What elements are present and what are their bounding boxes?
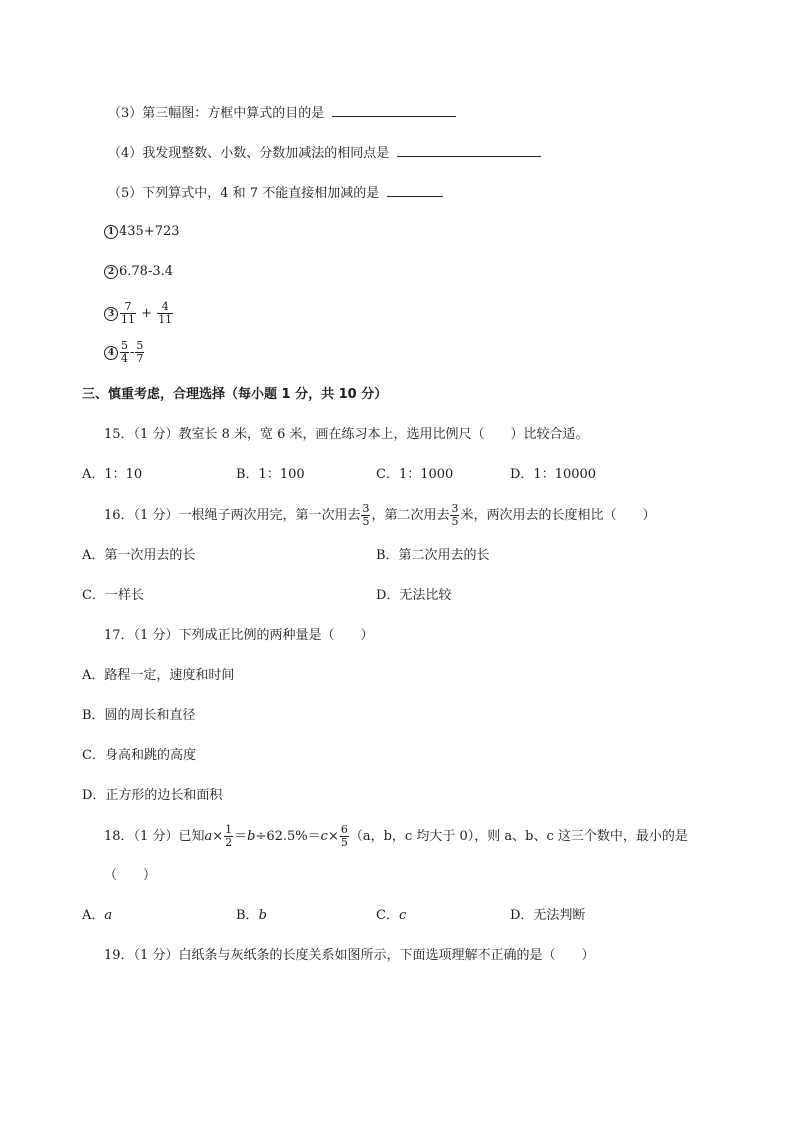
q16-option-a[interactable]: A．第一次用去的长 [82, 548, 196, 563]
fraction [120, 340, 129, 365]
stem-part: ÷62.5%＝ [255, 829, 321, 844]
fraction [157, 301, 173, 326]
operator: × [327, 829, 339, 844]
q16-option-c[interactable]: C．一样长 [82, 588, 144, 603]
operator: + [141, 306, 153, 321]
operator: × [212, 829, 224, 844]
fraction-numerator: 6 [340, 823, 348, 836]
answer-blank[interactable] [387, 182, 443, 197]
fraction-denominator: 5 [340, 836, 348, 849]
fraction-numerator: 7 [120, 301, 136, 314]
variable-b: b [247, 829, 256, 844]
fraction [340, 824, 349, 849]
fraction-numerator: 3 [362, 502, 370, 515]
q18-option-b[interactable] [236, 906, 267, 926]
question-17-stem: 17．（1 分）下列成正比例的两种量是（ ） [104, 628, 374, 643]
fraction-numerator: 4 [157, 301, 173, 314]
circled-number: 4 [104, 346, 118, 360]
q17-option-b[interactable]: B．圆的周长和直径 [82, 708, 196, 723]
stem-part: ，第二次用去 [371, 508, 450, 523]
fraction-denominator: 11 [158, 313, 173, 326]
question-15-stem: 15．（1 分）教室长 8 米，宽 6 米，画在练习本上，选用比例尺（ ）比较合适。 [104, 427, 589, 442]
variable-c: c [320, 829, 328, 844]
operator: - [130, 345, 135, 360]
fraction [120, 301, 136, 326]
q15-option-d[interactable]: D．1：10000 [510, 467, 597, 482]
sub-question-5-text: （5）下列算式中，4 和 7 不能直接相加减的是 [108, 186, 380, 201]
choice-item-4[interactable] [104, 339, 145, 367]
question-18-stem [104, 822, 688, 852]
option-variable: b [258, 908, 267, 923]
variable-a: a [204, 829, 213, 844]
fraction-numerator: 1 [225, 823, 233, 836]
circled-number: 3 [104, 307, 118, 321]
option-letter: C． [376, 908, 399, 923]
fraction-denominator: 7 [136, 352, 144, 365]
q18-option-a[interactable] [82, 906, 112, 926]
operator: ＝ [234, 829, 248, 844]
fraction-denominator: 5 [451, 515, 459, 528]
circled-number: 1 [104, 225, 118, 239]
sub-question-3-text: （3）第三幅图：方框中算式的目的是 [108, 106, 325, 121]
choice-item-3[interactable] [104, 300, 174, 328]
fraction-numerator: 5 [136, 339, 144, 352]
choice-item-2[interactable] [104, 262, 173, 282]
fraction-numerator: 5 [121, 339, 128, 352]
q17-option-a[interactable]: A．路程一定，速度和时间 [82, 668, 235, 683]
fraction [135, 340, 144, 365]
q16-option-b[interactable]: B．第二次用去的长 [376, 548, 490, 563]
q15-option-c[interactable]: C．1：1000 [376, 467, 454, 482]
sub-question-4 [108, 142, 541, 164]
section-heading: 三、慎重考虑，合理选择（每小题 1 分，共 10 分） [82, 387, 388, 402]
q18-option-d[interactable]: D．无法判断 [510, 908, 586, 923]
fraction [224, 824, 233, 849]
q15-option-b[interactable]: B．1：100 [236, 467, 305, 482]
fraction-denominator: 5 [362, 515, 370, 528]
answer-blank[interactable] [397, 142, 541, 157]
choice-item-text: 435+723 [119, 224, 180, 239]
question-18-answer-paren[interactable]: （ ） [104, 868, 157, 883]
stem-part: 16．（1 分）一根绳子两次用完，第一次用去 [104, 508, 361, 523]
q17-option-c[interactable]: C．身高和跳的高度 [82, 748, 196, 763]
choice-item-1[interactable] [104, 222, 180, 242]
circled-number: 2 [104, 265, 118, 279]
fraction-numerator: 3 [451, 502, 459, 515]
q16-option-d[interactable]: D．无法比较 [376, 588, 452, 603]
fraction-denominator: 11 [121, 313, 135, 326]
stem-part: 18．（1 分）已知 [104, 829, 205, 844]
fraction-denominator: 2 [225, 836, 233, 849]
fraction [361, 503, 370, 528]
fraction [450, 503, 459, 528]
option-letter: A． [82, 908, 105, 923]
sub-question-4-text: （4）我发现整数、小数、分数加减法的相同点是 [108, 146, 390, 161]
answer-blank[interactable] [332, 102, 456, 117]
choice-item-text: 6.78-3.4 [119, 264, 174, 279]
q15-option-a[interactable]: A．1：10 [82, 467, 143, 482]
question-16-stem [104, 502, 655, 530]
option-letter: B． [236, 908, 259, 923]
sub-question-3 [108, 102, 456, 124]
question-19-stem: 19．（1 分）白纸条与灰纸条的长度关系如图所示，下面选项理解不正确的是（ ） [104, 948, 595, 963]
stem-part: 米，两次用去的长度相比（ ） [460, 508, 656, 523]
q18-option-c[interactable] [376, 906, 406, 926]
option-variable: a [104, 908, 113, 923]
sub-question-5 [108, 182, 443, 204]
stem-part: （a，b，c 均大于 0），则 a、b、c 这三个数中，最小的是 [349, 829, 688, 844]
fraction-denominator: 4 [121, 352, 128, 365]
option-variable: c [398, 908, 407, 923]
q17-option-d[interactable]: D．正方形的边长和面积 [82, 788, 223, 803]
